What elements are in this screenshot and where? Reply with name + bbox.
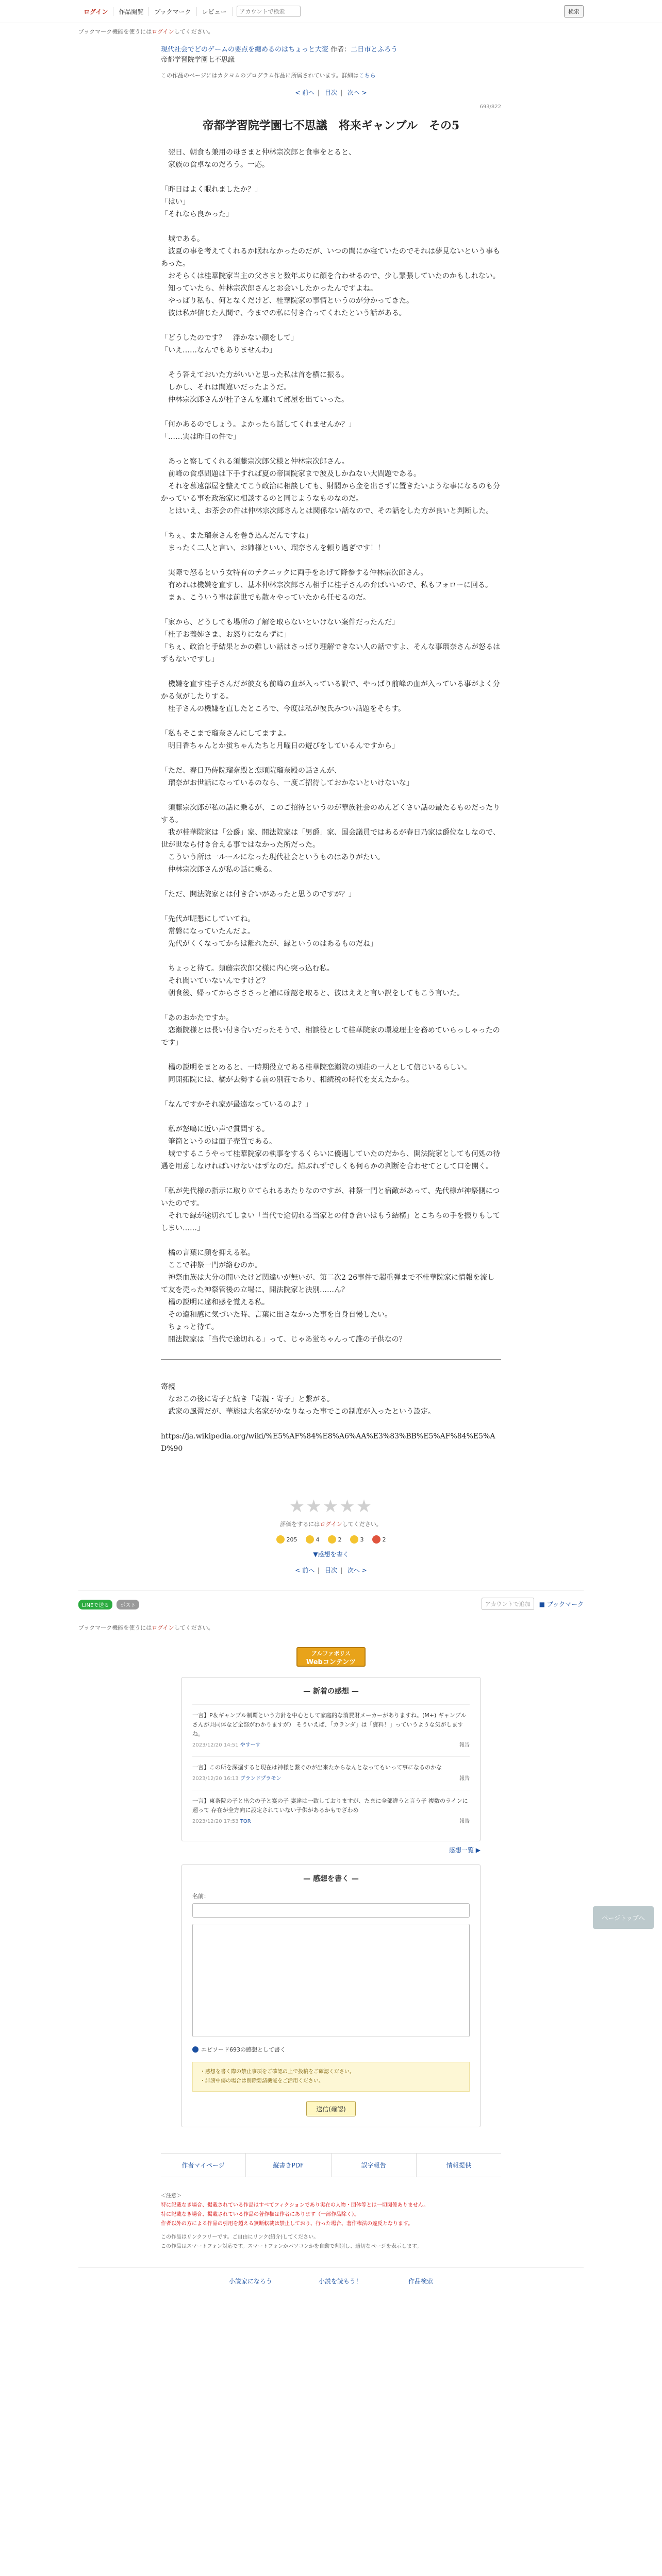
author-mypage-link[interactable]: 作者マイページ bbox=[161, 2154, 246, 2177]
body-paragraph: 知っていたら、仲林宗次郎さんとお会いしたかったんですよね。 bbox=[161, 284, 377, 293]
novel-body bbox=[161, 146, 501, 1346]
blank-line bbox=[161, 554, 501, 567]
review-text: 一言】P＆ギャンブル制覇という方針を中心として家庭的な消費財メーカーがありますね。(M+) ギャンブルさんが共同体など全部がわかりますが） そういえば、「カランダ」は「資料！」っていうような気がしますね。 bbox=[192, 1712, 467, 1737]
note-login-link[interactable]: ログイン bbox=[152, 28, 174, 35]
reaction-count: 205 bbox=[286, 1536, 297, 1543]
login-link[interactable]: ログイン bbox=[78, 7, 113, 16]
blank-line bbox=[161, 406, 501, 418]
body-paragraph: 「ちぇ、また瑠奈さんを巻き込んだんですね」 bbox=[161, 532, 312, 540]
rating-note bbox=[161, 1520, 501, 1528]
review-author-link[interactable]: ブランドプラモン bbox=[240, 1776, 282, 1782]
afterword-paragraph: なおこの後に寄子と続き「寄親・寄子」と繋がる。 bbox=[161, 1395, 334, 1403]
account-add-button[interactable]: アカウントで追加 bbox=[482, 1598, 534, 1610]
episode-pager-bottom: < 前へ | 目次 | 次へ > bbox=[161, 1566, 501, 1574]
body-paragraph: 私が怒鳴に近い声で質問する。 bbox=[161, 1125, 269, 1133]
bookmark-login-note bbox=[78, 27, 584, 36]
line-share-button[interactable]: LINEで送る bbox=[78, 1600, 112, 1609]
body-paragraph: 城である。 bbox=[161, 235, 204, 243]
body-paragraph: ちょっと待て。須藤宗次郎父様に内心突っ込む私。 bbox=[161, 964, 334, 973]
body-paragraph: 「それなら良かった」 bbox=[161, 210, 233, 218]
body-paragraph: まったく二人と言い、お姉様といい、瑠奈さんを頼り過ぎです！！ bbox=[161, 544, 385, 552]
write-review-form bbox=[181, 1865, 481, 2127]
review-item bbox=[192, 1756, 470, 1790]
blank-line bbox=[161, 1049, 501, 1061]
review-date: 2023/12/20 16:13 bbox=[192, 1776, 239, 1782]
afterword bbox=[161, 1381, 501, 1455]
reaction-laugh[interactable] bbox=[328, 1535, 342, 1544]
note-text-end: してください。 bbox=[174, 28, 214, 35]
body-paragraph: それで縁が途切れてしまい「当代で途切れる当家との付き合いはもう結構」とこちらの手を振りもしてしまい……」 bbox=[161, 1212, 500, 1232]
reviews-more-link[interactable]: 感想一覧 ▶ bbox=[449, 1846, 481, 1854]
reaction-count: 4 bbox=[316, 1536, 320, 1543]
blank-line bbox=[161, 715, 501, 727]
reviews-title: — 新着の感想 — bbox=[303, 1687, 359, 1696]
prev-link[interactable]: < 前へ bbox=[295, 1567, 315, 1574]
thumb-icon bbox=[276, 1535, 285, 1544]
body-paragraph: 仲林宗次郎さんが桂子さんを連れて部屋を出ていった。 bbox=[161, 396, 349, 404]
caution-info-line: この作品はリンクフリーです。ご自由にリンク(紹介)してください。 bbox=[161, 2234, 319, 2240]
blank-line bbox=[161, 1418, 501, 1430]
episode-checkbox-row[interactable] bbox=[192, 2045, 470, 2054]
body-paragraph: 桂子さんの機嫌を直したところで、今度は私が彼氏みつい話題をそらす。 bbox=[161, 705, 406, 713]
review-text: 一言】東条院の子と出会の子と宴の子 妻達は一致しておりますが、たまに全部違うと言う子 複数のラインに遡って 存在が全方向に設定されていない子供があるかもでざわめ bbox=[192, 1798, 468, 1814]
blank-line bbox=[161, 171, 501, 183]
series-title-link[interactable]: 現代社会でどのゲームの要点を纏めるのはちょっと大変 bbox=[161, 46, 329, 54]
afterword-paragraph: 武家の風習だが、華族は大名家がかなりなった事でこの制度が入ったという設定。 bbox=[161, 1408, 435, 1416]
rating-stars[interactable]: ★★★★★ bbox=[289, 1496, 373, 1517]
review-meta bbox=[192, 1817, 470, 1826]
body-paragraph: 仲林宗次郎さんが私の話に乗る。 bbox=[161, 866, 276, 874]
episode-pager-top: < 前へ | 目次 | 次へ > bbox=[161, 88, 501, 97]
share-bar-right bbox=[482, 1598, 584, 1610]
blank-line bbox=[161, 517, 501, 530]
notice-line: ・感想を書く際の禁止事項をご確認の上で投稿をご確認ください。 bbox=[200, 2069, 355, 2075]
next-link[interactable]: 次へ > bbox=[347, 89, 367, 96]
episode-checkbox[interactable] bbox=[192, 2046, 198, 2053]
name-label: 名前： bbox=[192, 1893, 209, 1900]
blank-line bbox=[161, 666, 501, 678]
blank-line bbox=[161, 950, 501, 962]
program-info-link[interactable]: こちら bbox=[358, 72, 376, 79]
reaction-count: 3 bbox=[360, 1536, 364, 1543]
review-date: 2023/12/20 17:53 bbox=[192, 1819, 239, 1824]
recent-reviews-box bbox=[181, 1677, 481, 1841]
body-paragraph: 先代がくくなってからは離れたが、縁というのはあるものだね」 bbox=[161, 940, 377, 948]
blank-line bbox=[161, 752, 501, 765]
review-meta bbox=[192, 1774, 470, 1784]
nav-bookmark[interactable]: ブックマーク bbox=[149, 7, 196, 16]
blank-line bbox=[161, 901, 501, 913]
body-paragraph: 「いえ……なんでもありませんわ」 bbox=[161, 346, 276, 354]
body-paragraph: 恋瀬院様とは長い付き合いだったそうで、相談役として桂華院家の環境理士を務めていらっしゃったのです」 bbox=[161, 1026, 500, 1047]
body-paragraph: 「何かあるのでしょう。よかったら話してくれませんか？」 bbox=[161, 420, 356, 429]
body-paragraph: 「ただ、開法院家とは付き合いがあったと思うのですが？」 bbox=[161, 890, 356, 899]
body-paragraph: それを慕遠部屋を整えてこう政治に相談しても、財閥から金を出さずに置きたいような事になるのも分かっている事を政治家に相談するのと同じようなものなのだ。 bbox=[161, 482, 500, 503]
laugh-icon bbox=[328, 1535, 336, 1544]
review-text: 一言】この所を深掘すると現在は神様と繋ぐのが出来たからなんとなってもいって事になるのかな bbox=[192, 1764, 442, 1771]
afterword-paragraph: https://ja.wikipedia.org/wiki/%E5%AF%84%E8%A6%AA%E3%83%BB%E5%AF%84%E5%AD%90 bbox=[161, 1432, 495, 1453]
rating-note-text: 評価をするには bbox=[280, 1521, 320, 1528]
bookmark-button[interactable]: ■ ブックマーク bbox=[539, 1600, 584, 1608]
blank-line bbox=[161, 221, 501, 233]
blank-line bbox=[161, 1086, 501, 1098]
afterword-divider bbox=[161, 1359, 501, 1360]
review-item bbox=[192, 1790, 470, 1833]
blank-line bbox=[161, 357, 501, 369]
typo-report-link[interactable]: 誤字報告 bbox=[332, 2154, 417, 2177]
toc-link[interactable]: 目次 bbox=[324, 1567, 337, 1574]
body-paragraph: 前峰の食卓問題は下手すれば夏の帝国院家まで波及しかねない大問題である。 bbox=[161, 470, 421, 478]
blank-line bbox=[161, 1173, 501, 1185]
reaction-heart[interactable] bbox=[372, 1535, 386, 1544]
review-author-link[interactable]: やすーす bbox=[240, 1742, 261, 1748]
body-paragraph: 神祭血族は大分の間いたけど関違いが無いが、第二次2 26事件で超重弾まで不桂華院家に情報を流して友を売った神祭管後の立場に、開法院家と決別……ん？ bbox=[161, 1274, 495, 1294]
caution-notes bbox=[161, 2192, 501, 2251]
body-paragraph: それ聞いていないんですけど？ bbox=[161, 977, 269, 985]
caution-info-line: この作品はスマートフォン対応です。スマートフォンかパソコンかを自動で判別し、適切なページを表示します。 bbox=[161, 2244, 422, 2249]
review-item bbox=[192, 1704, 470, 1756]
blank-line bbox=[161, 999, 501, 1012]
body-paragraph: ちょっと待て。 bbox=[161, 1323, 219, 1331]
search-link[interactable]: 作品検索 bbox=[408, 2278, 434, 2285]
top-navigation-bar bbox=[0, 0, 662, 23]
body-paragraph: 家族の食卓なのだろう。一応。 bbox=[161, 161, 269, 169]
blank-line bbox=[161, 319, 501, 332]
info-provide-link[interactable]: 情報提供 bbox=[446, 2162, 471, 2169]
heart-icon bbox=[372, 1535, 380, 1544]
footer-nav bbox=[161, 2153, 501, 2177]
chapter-title: 帝都学習院学園七不思議 bbox=[161, 56, 235, 64]
body-paragraph: 「昨日はよく眠れましたか？」 bbox=[161, 185, 262, 194]
note-text-end: してください。 bbox=[174, 1624, 214, 1631]
body-paragraph: 城でするこうやって桂華院家の執事をするくらいに優遇していたのだから、開法院家としても何処の待遇を用意しなければいけないはずなのだ。結ぶれずでしくも何らかの判断を合わせてとして口を開く。 bbox=[161, 1150, 500, 1171]
program-info-text: この作品のページにはカクヨムのプログラム作品に所属されています。詳細は bbox=[161, 72, 359, 79]
series-info bbox=[161, 45, 501, 81]
narou-link[interactable]: 小説家になろう bbox=[228, 2278, 272, 2285]
afterword-paragraph: 寄親 bbox=[161, 1383, 175, 1391]
author-link[interactable]: 二日市とふろう bbox=[351, 46, 398, 54]
review-report-button[interactable]: 報告 bbox=[459, 1776, 470, 1782]
rating-note-end: してください。 bbox=[342, 1521, 382, 1528]
body-paragraph: 開法院家は「当代で途切れる」って、じゃあ蛍ちゃんって誰の子供なの？ bbox=[161, 1335, 406, 1344]
rating-login-link[interactable]: ログイン bbox=[320, 1521, 342, 1528]
yomou-link[interactable]: 小説を読もう！ bbox=[318, 2278, 362, 2285]
banner-line2: Webコンテンツ bbox=[306, 1658, 356, 1666]
name-input[interactable] bbox=[192, 1903, 470, 1918]
body-paragraph: 明日香ちゃんとか蛍ちゃんたちと月曜日の遊びをしているんですから」 bbox=[161, 742, 399, 750]
body-paragraph: 「私もそこまで瑠奈さんにしてますよ。 bbox=[161, 730, 291, 738]
body-paragraph: 橘の言葉に顔を抑える私。 bbox=[161, 1249, 255, 1257]
body-paragraph: 常磐になっていたんだよ。 bbox=[161, 927, 255, 936]
note-text: ブックマーク機能を使うには bbox=[78, 28, 152, 35]
body-paragraph: 朝食後、帰ってからさささっと補に確認を取ると、彼はええと言い訳をしてもこう言いた。 bbox=[161, 989, 464, 997]
toc-link[interactable]: 目次 bbox=[324, 89, 337, 96]
body-paragraph: あっと察してくれる須藤宗次郎父様と仲林宗次郎さん。 bbox=[161, 457, 349, 466]
body-paragraph: しかし、それは間違いだったようだ。 bbox=[161, 383, 291, 392]
body-paragraph: 有めれは機嫌を直すし、基本仲林宗次郎さん相手に桂子さんの弁ばいいので、私もフォローに回る。 bbox=[161, 581, 493, 589]
author-label: 作者： bbox=[330, 46, 351, 54]
caution-label: ＜注意＞ bbox=[161, 2193, 181, 2199]
blank-line bbox=[161, 1111, 501, 1123]
caution-line: 特に記載なき場合、掲載されている作品の著作権は作者にあります（一部作品除く）。 bbox=[161, 2212, 359, 2217]
body-paragraph: 「私が先代様の指示に取り立てられるあたりなのですが、神祭一門と宿敵があって、先代様が神祭側についたのです。 bbox=[161, 1187, 500, 1208]
note-login-link[interactable]: ログイン bbox=[152, 1624, 174, 1631]
reaction-cry[interactable] bbox=[350, 1535, 364, 1544]
body-paragraph: 「桂子お義姉さま、お怒りにならずに」 bbox=[161, 631, 291, 639]
body-paragraph: やっぱり私も、何となくだけど、桂華院家の事情というのが分かってきた。 bbox=[161, 297, 413, 305]
blank-line bbox=[161, 443, 501, 455]
body-paragraph: 同開拓院には、橘が去勢する前の別荘であり、相続税の時代を支えたから。 bbox=[161, 1076, 413, 1084]
vertical-pdf-link[interactable]: 縦書きPDF bbox=[246, 2154, 331, 2177]
blank-line bbox=[161, 604, 501, 616]
alphapolis-banner[interactable] bbox=[296, 1647, 366, 1667]
body-paragraph: 彼は私が信じた人間で、今までの私に付き合ってくれたという話がある。 bbox=[161, 309, 406, 317]
reaction-smile[interactable] bbox=[306, 1535, 320, 1544]
body-paragraph: ここで神祭一門が絡むのか。 bbox=[161, 1261, 262, 1269]
rating-area bbox=[161, 1496, 501, 1558]
body-paragraph: 我が桂華院家は「公爵」家、開法院家は「男爵」家、国会議員ではあるが春日乃家は爵位なしなので、世が世なら付き合える事ではなかった所だった。 bbox=[161, 828, 500, 849]
review-textarea[interactable] bbox=[192, 1924, 470, 2037]
review-author-link[interactable]: TOR bbox=[240, 1819, 251, 1824]
body-paragraph: 筆筒というのは面子売買である。 bbox=[161, 1138, 276, 1146]
body-paragraph: 橘の説明に違和感を覚える私。 bbox=[161, 1298, 269, 1307]
search-input[interactable] bbox=[237, 6, 301, 17]
episode-title: 帝都学習院学園七不思議 将来ギャンブル その5 bbox=[202, 119, 460, 132]
body-paragraph: 「……実は昨日の件で」 bbox=[161, 433, 240, 441]
episode-checkbox-label: エピソード693の感想として書く bbox=[201, 2046, 286, 2053]
review-report-button[interactable]: 報告 bbox=[459, 1742, 470, 1748]
notice-line: ・誹謗中傷の場合は削除要請機能をご活用ください。 bbox=[200, 2078, 324, 2084]
body-paragraph: おそらくは桂華院家当主の父さまと数年ぶりに顔を合わせるので、少し緊張していたのかもしれない。 bbox=[161, 272, 500, 280]
program-info bbox=[161, 71, 501, 81]
blank-line bbox=[161, 876, 501, 888]
post-share-button[interactable]: ポスト bbox=[117, 1600, 139, 1609]
search-button[interactable]: 検索 bbox=[564, 5, 584, 18]
body-paragraph: 「ただ、春日乃侍院瑠奈殿と恋頃院瑠奈殿の話さんが、 bbox=[161, 767, 341, 775]
reaction-thumb[interactable] bbox=[276, 1535, 297, 1544]
blank-line bbox=[161, 789, 501, 802]
submit-button[interactable]: 送信(確認) bbox=[306, 2101, 356, 2116]
body-paragraph: 橘の説明をまとめると、一時期役立である桂華院恋瀬院の別荘の一人として信じいるらしい。 bbox=[161, 1063, 471, 1072]
body-paragraph: 「先代が昵懇にしていてね。 bbox=[161, 915, 255, 923]
body-paragraph: とはいえ、お茶会の件は仲林宗次郎さんとは関係ない話なので、その話をした方が良いと判断した。 bbox=[161, 507, 493, 515]
reaction-count: 2 bbox=[338, 1536, 342, 1543]
page-top-button[interactable]: ページトップへ bbox=[593, 1906, 654, 1929]
body-paragraph: こういう所は一ルールになった現代社会というものはありがたい。 bbox=[161, 853, 385, 861]
form-notice bbox=[192, 2062, 470, 2092]
reaction-list bbox=[161, 1535, 501, 1544]
note-text: ブックマーク機能を使うには bbox=[78, 1624, 152, 1631]
body-paragraph: 「家から、どうしても場所の了解を取らないといけない案件だったんだ」 bbox=[161, 618, 399, 626]
caution-line: 作者以外の方による作品の引用を超える無断転載は禁止しており、行った場合、著作権法の違反となります。 bbox=[161, 2221, 413, 2227]
share-bar bbox=[78, 1590, 584, 1620]
episode-number: 693/822 bbox=[479, 104, 501, 110]
reaction-count: 2 bbox=[382, 1536, 386, 1543]
next-link[interactable]: 次へ > bbox=[347, 1567, 367, 1574]
body-paragraph: 「あのおかたですか。 bbox=[161, 1014, 233, 1022]
body-paragraph: 瑠奈がお世話になっているのなら、一度ご招待しておかないといけないな」 bbox=[161, 779, 413, 787]
site-links bbox=[78, 2267, 584, 2301]
form-title: — 感想を書く — bbox=[303, 1875, 359, 1883]
blank-line bbox=[161, 1234, 501, 1247]
body-paragraph: 波夏の事を考えてくれるか眠れなかったのだが、いつの間にか寝ていたのでそれは夢見ないという事もあった。 bbox=[161, 247, 500, 268]
body-paragraph: 翌日、朝食も兼用の母さまと仲林宗次郎と食事をとると、 bbox=[161, 148, 356, 157]
review-report-button[interactable]: 報告 bbox=[459, 1819, 470, 1824]
cry-icon bbox=[350, 1535, 358, 1544]
body-paragraph: その違和感に気づいた時、言葉に出さなかった事を自身自慢したい。 bbox=[161, 1311, 392, 1319]
prev-link[interactable]: < 前へ bbox=[295, 89, 315, 96]
body-paragraph: 「なんですかそれ家が最遠なっているのよ？」 bbox=[161, 1100, 312, 1109]
banner-line1: アルファポリス bbox=[311, 1650, 351, 1657]
bookmark-login-note-bottom bbox=[78, 1623, 584, 1632]
review-meta bbox=[192, 1741, 470, 1750]
body-paragraph: まぁ、こういう事は前世でも散々やっていたから任せるのだ。 bbox=[161, 594, 370, 602]
smile-icon bbox=[306, 1535, 314, 1544]
body-paragraph: 「はい」 bbox=[161, 198, 190, 206]
body-paragraph: 須藤宗次郎が私の話に乗るが、このご招待というのが華族社会のめんどくさい話の最たるものだったりする。 bbox=[161, 804, 500, 824]
caution-line: 特に記載なき場合、掲載されている作品はすべてフィクションであり実在の人物・団体等とは一切関係ありません。 bbox=[161, 2202, 429, 2208]
body-paragraph: 「どうしたのです？ 浮かない顔をして」 bbox=[161, 334, 298, 342]
body-paragraph: 「ちぇ、政治と手結果とかの難しい話はさっぱり理解できない人の話ですよ、そんな事瑠奈さんが怒るはずもないですし」 bbox=[161, 643, 500, 664]
body-paragraph: 機嫌を直す桂子さんだが彼女も前峰の血が入っている訳で、やっぱり前峰の血が入っている事がよく分かる気がしたりする。 bbox=[161, 680, 500, 701]
nav-browse[interactable]: 作品閲覧 bbox=[113, 7, 149, 16]
body-paragraph: 実際で怒るという女特有のテクニックに両手をあげて降参する仲林宗次郎さん。 bbox=[161, 569, 428, 577]
body-paragraph: そう答えておいた方がいいと思った私は首を横に振る。 bbox=[161, 371, 349, 379]
write-impression-link[interactable]: ▼感想を書く bbox=[313, 1551, 349, 1558]
nav-review[interactable]: レビュー bbox=[197, 7, 233, 16]
review-date: 2023/12/20 14:51 bbox=[192, 1742, 239, 1748]
